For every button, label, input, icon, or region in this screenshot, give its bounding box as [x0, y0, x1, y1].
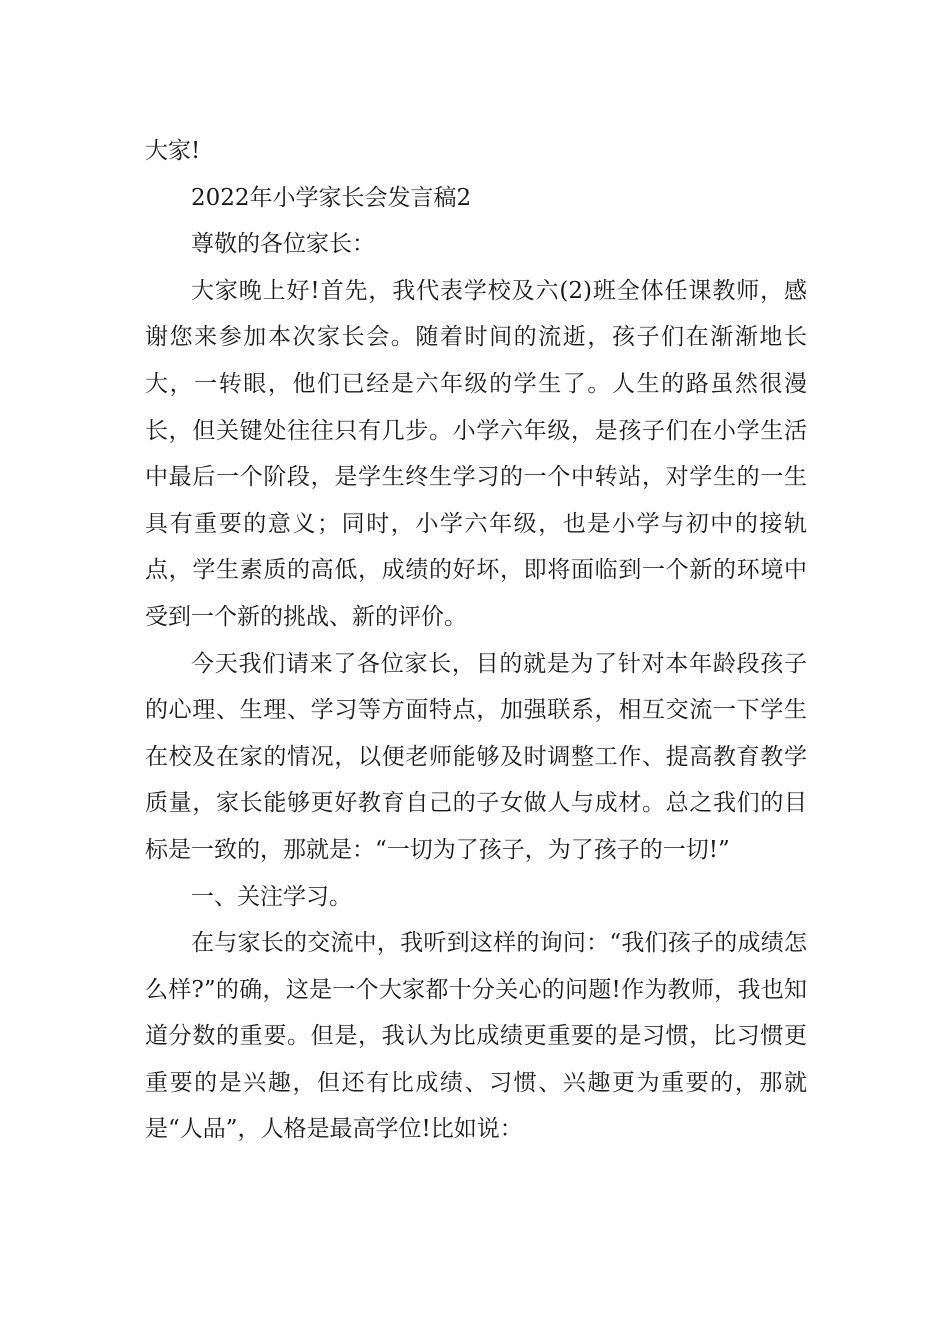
document-body	[145, 128, 807, 1153]
section-heading-focus-on-study: 一、关注学习。	[191, 883, 352, 910]
paragraph-purpose: 今天我们请来了各位家长，目的就是为了针对本年龄段孩子的心理、生理、学习等方面特点，加强联系，相互交流一下学生在校及在家的情况，以便老师能够及时调整工作、提高教育教学质量，家长能够更好教育自己的子女做人与成材。总之我们的目标是一致的，那就是：“一切为了孩子，为了孩子的一切!”	[145, 650, 807, 863]
paragraph-opening: 大家晚上好!首先，我代表学校及六(2)班全体任课教师，感谢您来参加本次家长会。随着时间的流逝，孩子们在渐渐地长大，一转眼，他们已经是六年级的学生了。人生的路虽然很漫长，但关键处往往只有几步。小学六年级，是孩子们在小学生活中最后一个阶段，是学生终生学习的一个中转站，对学生的一生具有重要的意义；同时，小学六年级，也是小学与初中的接轨点，学生素质的高低，成绩的好坏，即将面临到一个新的环境中受到一个新的挑战、新的评价。	[145, 277, 807, 630]
speech-title: 2022年小学家长会发言稿2	[191, 184, 472, 211]
paragraph-closing-greeting: 大家!	[145, 138, 201, 164]
paragraph-study: 在与家长的交流中，我听到这样的询问：“我们孩子的成绩怎么样?”的确，这是一个大家都十分关心的问题!作为教师，我也知道分数的重要。但是，我认为比成绩更重要的是习惯，比习惯更重要的是兴趣，但还有比成绩、习惯、兴趣更为重要的，那就是“人品”，人格是最高学位!比如说：	[145, 930, 807, 1143]
salutation: 尊敬的各位家长：	[191, 231, 375, 258]
